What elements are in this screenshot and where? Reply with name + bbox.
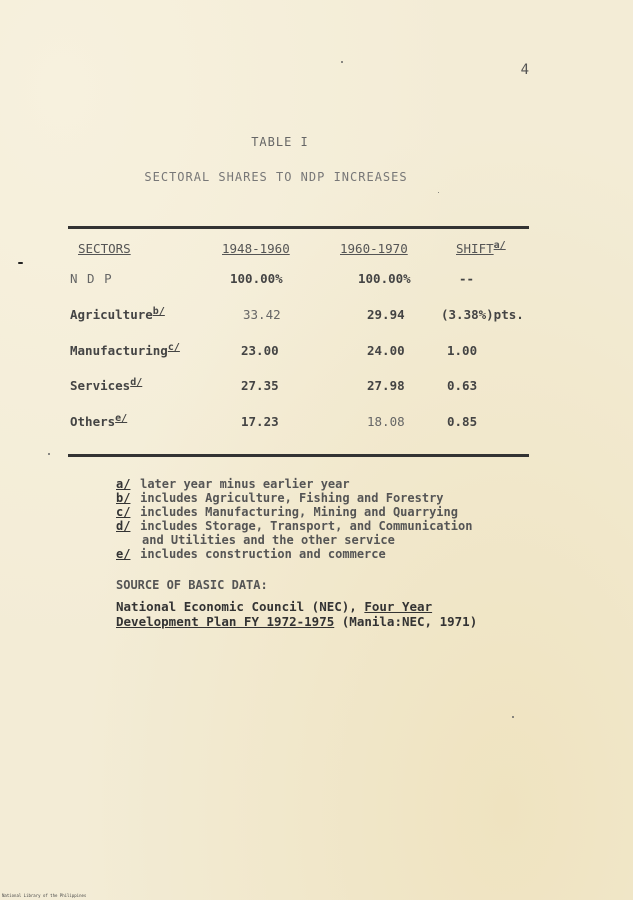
row-manufacturing-period-2: 24.00 — [367, 343, 405, 358]
row-agriculture-note: b/ — [152, 306, 165, 317]
footnote-b-text: includes Agriculture, Fishing and Forestry — [140, 491, 444, 505]
source-line-2 — [116, 614, 477, 629]
row-ndp-period-2: 100.00% — [358, 271, 411, 286]
row-services-shift: 0.63 — [447, 378, 478, 393]
source-line-1-title: Four Year — [364, 599, 433, 614]
table-top-rule — [68, 226, 529, 229]
source-line-2-plain: (Manila:NEC, 1971) — [334, 614, 478, 629]
row-others-note: e/ — [115, 413, 128, 424]
row-others-period-2: 18.08 — [367, 414, 405, 429]
row-services-period-2: 27.98 — [367, 378, 405, 393]
row-ndp-shift: -- — [459, 271, 475, 286]
footnote-e-text: includes construction and commerce — [140, 547, 386, 561]
footnote-d-mark: d/ — [116, 519, 131, 533]
scan-speck — [438, 192, 439, 193]
row-manufacturing-sector: Manufacturing — [70, 343, 168, 358]
row-ndp-sector: N D P — [70, 271, 113, 286]
header-sectors: SECTORS — [78, 241, 131, 256]
scan-speck — [512, 716, 514, 718]
row-services-period-1: 27.35 — [241, 378, 279, 393]
scan-speck — [341, 61, 343, 63]
footnote-d-text: includes Storage, Transport, and Communication — [140, 519, 473, 533]
scan-speck — [48, 453, 50, 455]
header-shift-note: a/ — [493, 240, 506, 251]
footnote-c-mark: c/ — [116, 505, 131, 519]
row-agriculture-shift: (3.38%)pts. — [441, 307, 524, 322]
footnote-e — [116, 543, 386, 562]
row-services-note: d/ — [130, 377, 143, 388]
footnote-e-mark: e/ — [116, 547, 131, 561]
row-services-sector-wrap — [70, 378, 142, 393]
source-label: SOURCE OF BASIC DATA: — [116, 578, 268, 592]
row-others-sector-wrap — [70, 414, 127, 429]
row-others-sector: Others — [70, 414, 116, 429]
header-shift-label: SHIFT — [456, 241, 494, 256]
header-period-1: 1948-1960 — [222, 241, 290, 256]
table-bottom-rule — [68, 454, 529, 457]
row-agriculture-sector: Agriculture — [70, 307, 153, 322]
table-title: TABLE I — [251, 135, 309, 149]
row-others-period-1: 17.23 — [241, 414, 279, 429]
footnote-d-text-2: and Utilities and the other service — [142, 533, 395, 547]
source-line-1-plain: National Economic Council (NEC), — [116, 599, 365, 614]
scan-speck — [18, 262, 23, 264]
page-number: 4 — [520, 62, 529, 78]
row-manufacturing-note: c/ — [167, 342, 180, 353]
row-others-shift: 0.85 — [447, 414, 478, 429]
footnote-c-text: includes Manufacturing, Mining and Quarrying — [140, 505, 458, 519]
footnote-b-mark: b/ — [116, 491, 131, 505]
header-shift — [456, 241, 506, 256]
row-agriculture-period-1: 33.42 — [243, 307, 281, 322]
row-manufacturing-shift: 1.00 — [447, 343, 478, 358]
header-period-2: 1960-1970 — [340, 241, 408, 256]
table-subtitle: SECTORAL SHARES TO NDP INCREASES — [144, 170, 408, 184]
row-services-sector: Services — [70, 378, 131, 393]
row-ndp-period-1: 100.00% — [230, 271, 283, 286]
row-agriculture-sector-wrap — [70, 307, 165, 322]
source-line-1 — [116, 599, 432, 614]
footer-credit: National Library of the Philippines — [2, 893, 87, 898]
row-manufacturing-period-1: 23.00 — [241, 343, 279, 358]
source-line-2-title: Development Plan FY 1972-1975 — [116, 614, 335, 629]
footnote-a-mark: a/ — [116, 477, 131, 491]
row-agriculture-period-2: 29.94 — [367, 307, 405, 322]
row-manufacturing-sector-wrap — [70, 343, 180, 358]
footnote-a-text: later year minus earlier year — [140, 477, 350, 491]
